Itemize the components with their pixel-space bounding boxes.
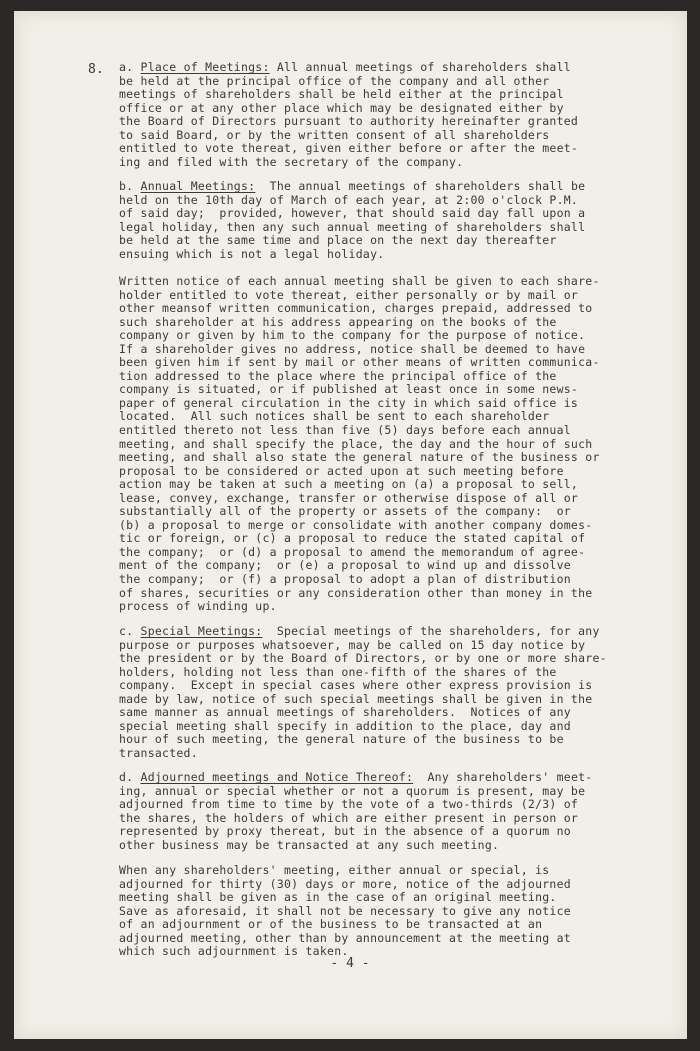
paragraph-line: action may be taken at such a meeting on (a) a proposal to sell, — [119, 477, 579, 492]
heading-continuation: Special meetings of the shareholders, for any — [262, 624, 600, 638]
paragraph-line: meeting, and shall specify the place, the day and the hour of such — [119, 436, 593, 451]
paragraph-line: legal holiday, then any such annual meeting of shareholders shall — [119, 219, 586, 234]
paragraph-line: be held at the principal office of the company and all other — [119, 73, 550, 88]
heading-annual-meetings: Annual Meetings: — [140, 179, 256, 193]
paragraph-line: other business may be transacted at any such meeting. — [119, 837, 500, 852]
paragraph-line: company or given by him to the company for the purpose of notice. — [119, 328, 586, 343]
paragraph-line — [119, 61, 659, 75]
paragraph-line: the Board of Directors pursuant to authority hereinafter granted — [119, 114, 579, 129]
heading-prefix: d. — [119, 770, 141, 784]
paragraph-line: holders, holding not less than one-fifth of the shares of the — [119, 664, 557, 679]
paragraph-line: other meansof written communication, charges prepaid, addressed to — [119, 301, 593, 316]
paragraph-line: proposal to be considered or acted upon at such meeting before — [119, 463, 564, 478]
paragraph-place-of-meetings — [119, 61, 659, 169]
paragraph-line: ing, annual or special whether or not a quorum is present, may be — [119, 783, 586, 798]
paragraph-line: ensuing which is not a legal holiday. — [119, 246, 385, 261]
heading-prefix: b. — [119, 179, 141, 193]
paragraph-line: transacted. — [119, 745, 198, 760]
paragraph-line: held on the 10th day of March of each year, at 2:00 o'clock P.M. — [119, 192, 579, 207]
paragraph-line: adjourned from time to time by the vote of a two-thirds (2/3) of — [119, 797, 579, 812]
paragraph-line: entitled to vote thereat, given either before or after the meet- — [119, 141, 579, 156]
paragraph-line: company is situated, or if published at least once in some news- — [119, 382, 579, 397]
paragraph-line: process of winding up. — [119, 599, 277, 614]
page-number: - 4 - — [330, 956, 370, 971]
paragraph-line: the company; or (f) a proposal to adopt a plan of distribution — [119, 572, 571, 587]
paragraph-line: of shares, securities or any consideration other than money in the — [119, 585, 593, 600]
heading-prefix: c. — [119, 624, 141, 638]
paragraph-line: meeting, and shall also state the general nature of the business or — [119, 450, 600, 465]
paragraph-line: office or at any other place which may be designated either by — [119, 100, 564, 115]
paragraph-written-notice — [119, 275, 659, 614]
heading-special-meetings: Special Meetings: — [140, 624, 263, 638]
paragraph-line: If a shareholder gives no address, notice shall be deemed to have — [119, 341, 586, 356]
paragraph-line: tion addressed to the place where the principal office of the — [119, 368, 557, 383]
paragraph-line: substantially all of the property or assets of the company: or — [119, 504, 571, 519]
paragraph-line: holder entitled to vote thereat, either personally or by mail or — [119, 287, 579, 302]
paragraph-line: adjourned meeting, other than by announcement at the meeting at — [119, 930, 571, 945]
paragraph-line: to said Board, or by the written consent of all shareholders — [119, 127, 550, 142]
heading-adjourned-meetings: Adjourned meetings and Notice Thereof: — [140, 770, 414, 784]
section-number: 8. — [88, 62, 104, 77]
paragraph-line: purpose or purposes whatsoever, may be called on 15 day notice by — [119, 637, 586, 652]
paragraph-line: be held at the same time and place on the next day thereafter — [119, 233, 557, 248]
heading-continuation: All annual meetings of shareholders shall — [269, 60, 571, 74]
heading-place-of-meetings: Place of Meetings: — [140, 60, 270, 74]
paragraph-line: special meeting shall specify in addition to the place, day and — [119, 718, 571, 733]
paragraph-line: adjourned for thirty (30) days or more, notice of the adjourned — [119, 876, 571, 891]
paragraph-line: been given him if sent by mail or other means of written communica- — [119, 355, 600, 370]
paragraph-line: the company; or (d) a proposal to amend the memorandum of agree- — [119, 544, 586, 559]
paragraph-line: the shares, the holders of which are either present in person or — [119, 810, 579, 825]
paragraph-line: meetings of shareholders shall be held either at the principal — [119, 87, 564, 102]
paragraph-annual-meetings — [119, 180, 659, 261]
heading-continuation: The annual meetings of shareholders shall be — [255, 179, 586, 193]
paragraph-line: the president or by the Board of Directors, or by one or more share- — [119, 651, 607, 666]
paragraph-line: represented by proxy thereat, but in the absence of a quorum no — [119, 824, 571, 839]
paragraph-special-meetings — [119, 625, 659, 760]
paragraph-line: (b) a proposal to merge or consolidate with another company domes- — [119, 517, 593, 532]
paragraph-line: Written notice of each annual meeting shall be given to each share- — [119, 274, 600, 288]
paragraph-line: hour of such meeting, the general nature of the business to be — [119, 732, 564, 747]
paragraph-line: tic or foreign, or (c) a proposal to reduce the stated capital of — [119, 531, 586, 546]
paragraph-adjourned-meetings — [119, 771, 659, 852]
heading-continuation: Any shareholders' meet- — [413, 770, 593, 784]
paragraph-line: lease, convey, exchange, transfer or otherwise dispose of all or — [119, 490, 579, 505]
paragraph-line — [119, 625, 659, 639]
paragraph-line: company. Except in special cases where other express provision is — [119, 678, 593, 693]
paragraph-line: entitled thereto not less than five (5) days before each annual — [119, 423, 571, 438]
paragraph-line: which such adjournment is taken. — [119, 944, 349, 959]
paragraph-line: same manner as annual meetings of shareholders. Notices of any — [119, 705, 571, 720]
heading-prefix: a. — [119, 60, 141, 74]
paragraph-adjournment-notice — [119, 864, 659, 959]
paragraph-line: of an adjournment or of the business to be transacted at an — [119, 917, 543, 932]
paragraph-line: of said day; provided, however, that should said day fall upon a — [119, 206, 586, 221]
paragraph-line: such shareholder at his address appearing on the books of the — [119, 314, 557, 329]
paragraph-line: When any shareholders' meeting, either annual or special, is — [119, 863, 550, 877]
paragraph-line — [119, 771, 659, 785]
paragraph-line: Save as aforesaid, it shall not be necessary to give any notice — [119, 903, 571, 918]
paragraph-line: ing and filed with the secretary of the company. — [119, 154, 464, 169]
paragraph-line: located. All such notices shall be sent to each shareholder — [119, 409, 550, 424]
paragraph-line — [119, 180, 659, 194]
paragraph-line: paper of general circulation in the city in which said office is — [119, 395, 579, 410]
paragraph-line: made by law, notice of such special meetings shall be given in the — [119, 691, 593, 706]
paragraph-line: ment of the company; or (e) a proposal to wind up and dissolve — [119, 558, 571, 573]
paragraph-line: meeting shall be given as in the case of an original meeting. — [119, 890, 557, 905]
